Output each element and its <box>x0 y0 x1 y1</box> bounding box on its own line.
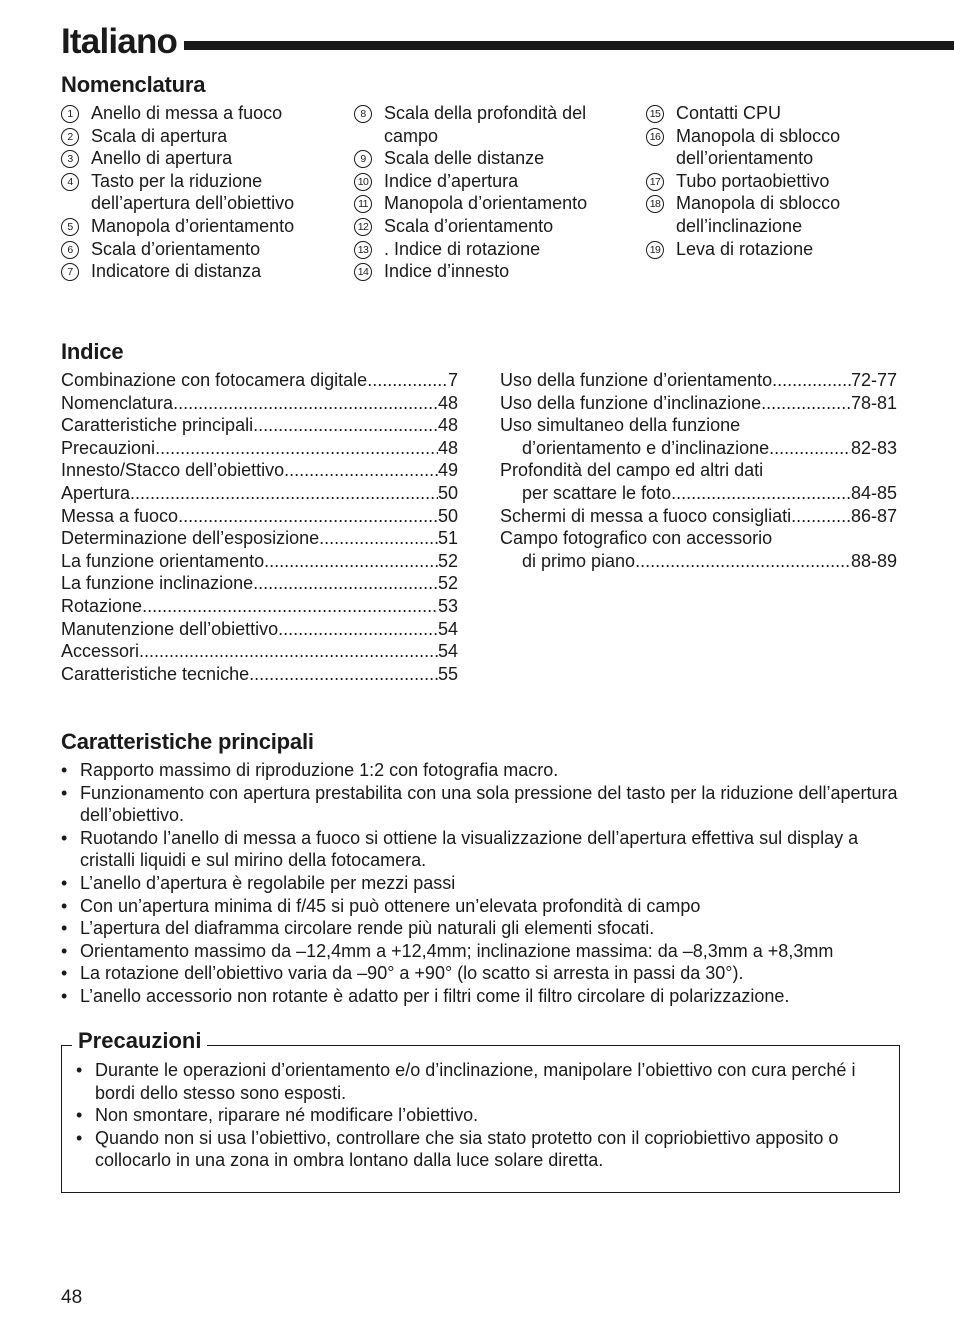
item-label: Scala di apertura <box>91 125 228 146</box>
index-entry[interactable] <box>500 482 897 505</box>
index-entry-label: La funzione orientamento <box>61 550 265 571</box>
index-entry-page: 48 <box>437 415 458 436</box>
item-label: Anello di messa a fuoco <box>91 103 283 123</box>
nomenclature-item <box>646 125 918 170</box>
index-entry-page: 55 <box>437 663 458 684</box>
index-entry[interactable] <box>500 392 897 415</box>
index-entry-label: Schermi di messa a fuoco consigliati <box>500 505 792 526</box>
item-number: 12 <box>354 218 372 236</box>
index-entry[interactable] <box>61 369 458 392</box>
nomenclature-item <box>646 238 918 261</box>
features-heading: Caratteristiche principali <box>61 729 314 754</box>
item-label: Scala della profondità del campo <box>384 103 587 146</box>
index-entry[interactable] <box>500 369 897 392</box>
item-label: Anello di apertura <box>91 148 233 169</box>
dot-leader <box>264 550 438 573</box>
index-entry-page: 84-85 <box>850 482 897 503</box>
nomenclature-item <box>61 125 333 148</box>
nomenclature-item <box>354 170 626 193</box>
item-number: 1 <box>61 105 79 123</box>
nomenclature-item <box>354 147 626 170</box>
index-entry[interactable] <box>61 663 458 686</box>
dot-leader <box>178 505 438 528</box>
index-entry-first-line[interactable]: Campo fotografico con accessorio <box>500 528 773 549</box>
item-number: 18 <box>646 195 664 213</box>
dot-leader <box>139 640 438 663</box>
index-entry-label: Accessori <box>61 641 140 662</box>
nomenclature-column-3 <box>646 102 918 260</box>
index-entry[interactable] <box>61 572 458 595</box>
dot-leader <box>791 505 851 528</box>
index-entry[interactable] <box>61 595 458 618</box>
page-title: Italiano <box>61 22 178 61</box>
index-heading: Indice <box>61 339 124 364</box>
item-number: 2 <box>61 128 79 146</box>
dot-leader <box>284 459 438 482</box>
index-entry-label: Rotazione <box>61 595 143 616</box>
index-entry-label: Caratteristiche principali <box>61 415 254 436</box>
item-number: 6 <box>61 241 79 259</box>
item-number: 17 <box>646 173 664 191</box>
nomenclature-item <box>61 215 333 238</box>
index-entry[interactable] <box>500 437 897 460</box>
index-entry-page: 51 <box>437 528 458 549</box>
dot-leader <box>130 482 438 505</box>
index-entry-page: 86-87 <box>850 505 897 526</box>
index-entry-first-line[interactable]: Profondità del campo ed altri dati <box>500 460 764 481</box>
index-entry[interactable] <box>61 414 458 437</box>
item-label: . Indice di rotazione <box>384 238 541 259</box>
item-label: Tasto per la riduzione dell’apertura dell’obiettivo <box>91 170 295 214</box>
index-entry-page: 7 <box>447 370 458 390</box>
index-entry[interactable] <box>61 482 458 505</box>
nomenclature-heading: Nomenclatura <box>61 72 206 97</box>
feature-item: • L’anello d’apertura è regolabile per mezzi passi <box>61 872 911 895</box>
item-number: 9 <box>354 150 372 168</box>
index-entry-page: 54 <box>437 641 458 662</box>
item-label: Indicatore di distanza <box>91 261 262 282</box>
dot-leader <box>772 369 851 392</box>
index-entry-label: Uso della funzione d’inclinazione <box>500 392 762 413</box>
nomenclature-item <box>646 192 918 237</box>
index-entry-label: Combinazione con fotocamera digitale <box>61 370 368 390</box>
dot-leader <box>367 369 448 392</box>
item-number: 4 <box>61 173 79 191</box>
index-entry-page: 49 <box>437 460 458 481</box>
nomenclature-item <box>354 260 626 283</box>
item-label: Indice d’apertura <box>384 170 519 191</box>
item-number: 11 <box>354 195 372 213</box>
item-label: Manopola di sblocco dell’inclinazione <box>676 193 841 236</box>
item-label: Indice d’innesto <box>384 261 510 282</box>
index-entry-page: 50 <box>437 482 458 503</box>
precaution-item: • Non smontare, riparare né modificare l’obiettivo. <box>76 1104 881 1127</box>
index-entry-label: Determinazione dell’esposizione <box>61 528 320 549</box>
dot-leader <box>278 618 438 641</box>
nomenclature-item <box>354 192 626 215</box>
dot-leader <box>253 572 438 595</box>
index-entry-label: Precauzioni <box>61 437 156 458</box>
item-number: 14 <box>354 263 372 281</box>
index-entry[interactable] <box>61 640 458 663</box>
dot-leader <box>671 482 851 505</box>
page-header <box>61 20 954 64</box>
dot-leader <box>142 595 438 618</box>
index-entry-label: per scattare le foto <box>522 482 672 503</box>
nomenclature-item <box>354 215 626 238</box>
nomenclature-item <box>646 102 918 125</box>
index-entry[interactable] <box>61 550 458 573</box>
precaution-item: • Quando non si usa l’obiettivo, controllare che sia stato protetto con il copriobiettivo apposito o collocarlo in una zona in ombra lontano dalla luce solare diretta. <box>76 1127 881 1172</box>
item-number: 15 <box>646 105 664 123</box>
index-entry[interactable] <box>61 505 458 528</box>
index-entry-label: di primo piano <box>522 550 636 571</box>
feature-item: • Orientamento massimo da –12,4mm a +12,4mm; inclinazione massima: da –8,3mm a +8,3mm <box>61 940 911 963</box>
index-entry-page: 53 <box>437 595 458 616</box>
index-entry-label: Nomenclatura <box>61 392 174 413</box>
index-entry-first-line[interactable]: Uso simultaneo della funzione <box>500 415 741 436</box>
index-entry[interactable] <box>61 618 458 641</box>
index-entry-page: 48 <box>437 437 458 458</box>
item-number: 13 <box>354 241 372 259</box>
precautions-heading: Precauzioni <box>72 1028 207 1054</box>
item-number: 8 <box>354 105 372 123</box>
feature-item: • L’anello accessorio non rotante è adatto per i filtri come il filtro circolare di polarizzazione. <box>61 985 911 1008</box>
nomenclature-item <box>61 170 333 215</box>
nomenclature-item <box>61 238 333 261</box>
dot-leader <box>319 527 438 550</box>
page-number: 48 <box>61 1287 83 1308</box>
item-label: Scala d’orientamento <box>91 238 261 259</box>
index-entry[interactable] <box>61 437 458 460</box>
feature-item: • Ruotando l’anello di messa a fuoco si ottiene la visualizzazione dell’apertura effettiva sul display a cristalli liquidi e sul mirino della fotocamera. <box>61 827 911 872</box>
item-number: 5 <box>61 218 79 236</box>
item-label: Manopola di sblocco dell’orientamento <box>676 125 841 169</box>
index-entry[interactable] <box>61 459 458 482</box>
nomenclature-column-1 <box>61 102 333 283</box>
item-label: Contatti CPU <box>676 103 782 123</box>
nomenclature-item <box>61 102 333 125</box>
index-entry-label: Caratteristiche tecniche <box>61 663 250 684</box>
index-entry[interactable] <box>61 527 458 550</box>
index-entry-page: 72-77 <box>850 370 897 390</box>
feature-item: • Rapporto massimo di riproduzione 1:2 con fotografia macro. <box>61 759 911 782</box>
nomenclature-item <box>61 147 333 170</box>
feature-item: • Funzionamento con apertura prestabilita con una sola pressione del tasto per la riduzione dell’apertura dell’obiettivo. <box>61 782 911 827</box>
dot-leader <box>155 437 438 460</box>
index-entry-page: 50 <box>437 505 458 526</box>
nomenclature-item <box>646 170 918 193</box>
item-number: 7 <box>61 263 79 281</box>
index-entry-label: Manutenzione dell’obiettivo <box>61 618 279 639</box>
index-entry-page: 88-89 <box>850 550 897 571</box>
title-rule <box>184 41 954 50</box>
index-entry-label: La funzione inclinazione <box>61 573 254 594</box>
index-entry-label: Messa a fuoco <box>61 505 179 526</box>
nomenclature-item <box>61 260 333 283</box>
item-label: Tubo portaobiettivo <box>676 170 830 191</box>
item-label: Leva di rotazione <box>676 238 814 259</box>
index-entry-label: Innesto/Stacco dell’obiettivo <box>61 460 285 481</box>
item-label: Manopola d’orientamento <box>384 193 588 214</box>
index-entry-page: 52 <box>437 573 458 594</box>
item-number: 10 <box>354 173 372 191</box>
nomenclature-column-2 <box>354 102 626 283</box>
dot-leader <box>761 392 851 415</box>
index-entry-label: Uso della funzione d’orientamento <box>500 370 773 390</box>
index-entry-label: Apertura <box>61 482 131 503</box>
dot-leader <box>635 550 851 573</box>
dot-leader <box>173 392 438 415</box>
nomenclature-item <box>354 102 626 147</box>
dot-leader <box>249 663 438 686</box>
feature-item: • L’apertura del diaframma circolare rende più naturali gli elementi sfocati. <box>61 917 911 940</box>
precautions-list <box>76 1059 881 1172</box>
index-entry-page: 48 <box>437 392 458 413</box>
index-column-left <box>61 369 458 685</box>
index-entry-page: 52 <box>437 550 458 571</box>
index-entry-label: d’orientamento e d’inclinazione <box>522 437 770 458</box>
index-entry-page: 78-81 <box>850 392 897 413</box>
item-label: Manopola d’orientamento <box>91 215 295 236</box>
feature-item: • Con un’apertura minima di f/45 si può ottenere un’elevata profondità di campo <box>61 895 911 918</box>
index-entry[interactable] <box>500 550 897 573</box>
index-entry[interactable] <box>61 392 458 415</box>
item-label: Scala d’orientamento <box>384 215 554 236</box>
features-list <box>61 759 911 1008</box>
item-number: 19 <box>646 241 664 259</box>
index-entry[interactable] <box>500 505 897 528</box>
index-column-right <box>500 369 897 572</box>
nomenclature-item <box>354 238 626 261</box>
item-label: Scala delle distanze <box>384 148 545 169</box>
precaution-item: • Durante le operazioni d’orientamento e/o d’inclinazione, manipolare l’obiettivo con cura perché i bordi dello stesso sono esposti. <box>76 1059 881 1104</box>
dot-leader <box>253 414 438 437</box>
precautions-box <box>61 1028 900 1193</box>
item-number: 16 <box>646 128 664 146</box>
index-entry-page: 82-83 <box>850 437 897 458</box>
item-number: 3 <box>61 150 79 168</box>
dot-leader <box>769 437 851 460</box>
index-entry-page: 54 <box>437 618 458 639</box>
feature-item: • La rotazione dell’obiettivo varia da –90° a +90° (lo scatto si arresta in passi da 30°). <box>61 962 911 985</box>
